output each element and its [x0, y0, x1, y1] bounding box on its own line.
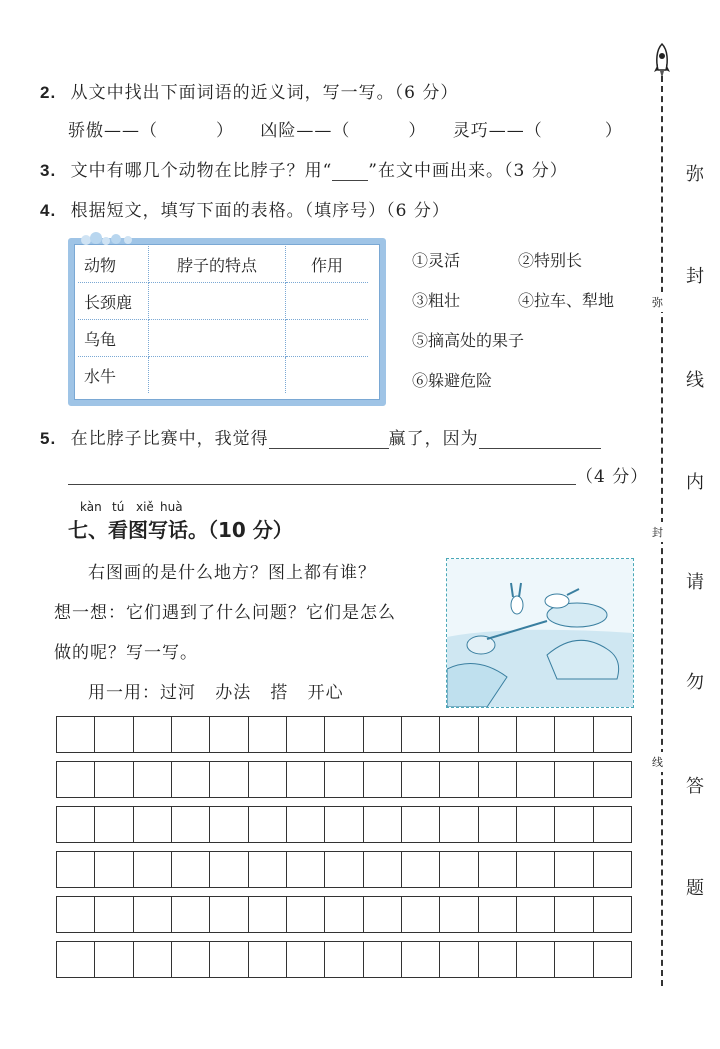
binding-small-char: 封 [652, 522, 663, 542]
grid-row [56, 761, 632, 798]
grid-cell[interactable] [555, 942, 593, 977]
binding-char: 题 [686, 878, 704, 899]
feature-cell[interactable] [149, 283, 286, 320]
grid-cell[interactable] [594, 717, 631, 752]
pinyin: tú [112, 500, 125, 514]
grid-cell[interactable] [57, 852, 95, 887]
grid-cell[interactable] [57, 717, 95, 752]
grid-cell[interactable] [364, 852, 402, 887]
grid-cell[interactable] [287, 717, 325, 752]
grid-cell[interactable] [364, 942, 402, 977]
binding-char: 线 [686, 370, 704, 391]
grid-cell[interactable] [517, 852, 555, 887]
grid-cell[interactable] [95, 762, 133, 797]
synonym-close: ） [216, 121, 234, 141]
grid-cell[interactable] [210, 762, 248, 797]
grid-cell[interactable] [364, 897, 402, 932]
binding-small-char: 线 [652, 752, 663, 772]
grid-cell[interactable] [249, 942, 287, 977]
grid-cell[interactable] [172, 807, 210, 842]
question-number: 4. [40, 201, 57, 220]
grid-cell[interactable] [172, 762, 210, 797]
grid-cell[interactable] [57, 762, 95, 797]
grid-cell[interactable] [172, 717, 210, 752]
picture-illustration [446, 558, 634, 708]
pinyin: huà [160, 500, 183, 514]
score-label: （4 分） [576, 467, 649, 487]
question-5 [40, 424, 601, 449]
grid-row [56, 851, 632, 888]
grid-cell[interactable] [249, 762, 287, 797]
grid-row [56, 806, 632, 843]
underline-sample [332, 180, 368, 181]
grid-cell[interactable] [210, 807, 248, 842]
pinyin: kàn [80, 500, 102, 514]
question-number: 3. [40, 161, 57, 180]
grid-cell[interactable] [440, 717, 478, 752]
grid-cell[interactable] [134, 852, 172, 887]
grid-cell[interactable] [134, 717, 172, 752]
table-row [78, 357, 368, 394]
grid-cell[interactable] [517, 762, 555, 797]
grid-cell[interactable] [210, 897, 248, 932]
grid-cell[interactable] [210, 942, 248, 977]
section-title: 七、看图写话。（10 分） [68, 518, 293, 542]
binding-char: 内 [686, 472, 704, 493]
grid-cell[interactable] [479, 807, 517, 842]
grid-cell[interactable] [249, 897, 287, 932]
grid-cell[interactable] [364, 762, 402, 797]
grid-cell[interactable] [479, 762, 517, 797]
answer-blank[interactable] [479, 448, 601, 449]
synonym-close: ） [604, 121, 623, 141]
grid-cell[interactable] [479, 942, 517, 977]
grid-cell[interactable] [555, 807, 593, 842]
grid-cell[interactable] [95, 852, 133, 887]
grid-cell[interactable] [325, 762, 363, 797]
question-number: 5. [40, 429, 57, 448]
grid-cell[interactable] [517, 807, 555, 842]
table-header: 动物 [78, 246, 149, 283]
grid-cell[interactable] [325, 717, 363, 752]
grid-cell[interactable] [594, 897, 631, 932]
rocket-icon [652, 42, 672, 80]
use-cell[interactable] [286, 320, 369, 357]
grid-cell[interactable] [249, 717, 287, 752]
question-text: 在比脖子比赛中，我觉得 [70, 429, 269, 449]
grid-cell[interactable] [287, 852, 325, 887]
binding-char: 请 [686, 572, 704, 593]
prompt-line: 右图画的是什么地方？图上都有谁？ [88, 563, 376, 583]
grid-cell[interactable] [134, 942, 172, 977]
grid-cell[interactable] [172, 897, 210, 932]
table-row [78, 283, 368, 320]
pinyin: xiě [136, 500, 154, 514]
grid-cell[interactable] [402, 807, 440, 842]
answer-line[interactable] [68, 484, 576, 485]
question-2 [40, 78, 458, 103]
animal-name: 水牛 [78, 357, 149, 394]
use-words: 用一用：过河 办法 搭 开心 [88, 683, 344, 703]
grid-cell[interactable] [402, 897, 440, 932]
question-text: 从文中找出下面词语的近义词，写一写。（6 分） [70, 83, 459, 103]
grid-cell[interactable] [134, 807, 172, 842]
grid-cell[interactable] [134, 762, 172, 797]
river-animals-icon [447, 559, 633, 707]
use-cell[interactable] [286, 357, 369, 394]
question-text: 赢了，因为 [388, 429, 479, 449]
answer-blank[interactable] [269, 448, 389, 449]
grid-cell[interactable] [57, 807, 95, 842]
grid-cell[interactable] [172, 942, 210, 977]
grid-cell[interactable] [325, 942, 363, 977]
grid-row [56, 716, 632, 753]
prompt-line: 做的呢？写一写。 [54, 643, 198, 663]
grid-cell[interactable] [440, 852, 478, 887]
grid-cell[interactable] [287, 762, 325, 797]
grid-cell[interactable] [517, 717, 555, 752]
grid-cell[interactable] [95, 807, 133, 842]
question-text: 文中有哪几个动物在比脖子？用“ [70, 161, 333, 181]
grid-cell[interactable] [325, 807, 363, 842]
grid-cell[interactable] [249, 807, 287, 842]
synonym-label: 骄傲——（ [68, 121, 158, 141]
option-item: ⑤摘高处的果子 [412, 331, 525, 350]
grid-cell[interactable] [210, 852, 248, 887]
grid-cell[interactable] [287, 807, 325, 842]
animal-table [78, 246, 368, 393]
animal-name: 乌龟 [78, 320, 149, 357]
option-item: ⑥躲避危险 [412, 371, 493, 390]
table-header-row [78, 246, 368, 283]
grid-cell[interactable] [555, 762, 593, 797]
question-text: ”在文中画出来。（3 分） [368, 161, 568, 181]
grid-cell[interactable] [325, 897, 363, 932]
option-item: ②特别长 [518, 251, 583, 270]
question-text: 根据短文，填写下面的表格。（填序号）（6 分） [70, 201, 450, 221]
binding-small-char: 弥 [652, 292, 663, 312]
animal-name: 长颈鹿 [78, 283, 149, 320]
grid-cell[interactable] [95, 897, 133, 932]
binding-char: 弥 [686, 164, 704, 185]
grid-cell[interactable] [287, 897, 325, 932]
table-header: 脖子的特点 [149, 246, 286, 283]
option-item: ①灵活 [412, 251, 461, 270]
grid-cell[interactable] [440, 897, 478, 932]
grid-cell[interactable] [594, 807, 631, 842]
grid-cell[interactable] [594, 762, 631, 797]
grid-cell[interactable] [402, 717, 440, 752]
synonym-label: 灵巧——（ [452, 121, 543, 141]
grid-cell[interactable] [594, 852, 631, 887]
grid-cell[interactable] [57, 897, 95, 932]
grid-cell[interactable] [555, 852, 593, 887]
question-4 [40, 196, 450, 221]
grid-cell[interactable] [210, 717, 248, 752]
grid-cell[interactable] [479, 717, 517, 752]
prompt-line: 想一想：它们遇到了什么问题？它们是怎么 [54, 603, 396, 623]
grid-cell[interactable] [364, 717, 402, 752]
grid-cell[interactable] [517, 942, 555, 977]
grid-row [56, 896, 632, 933]
grid-cell[interactable] [594, 942, 631, 977]
grid-cell[interactable] [440, 762, 478, 797]
grid-cell[interactable] [325, 852, 363, 887]
grid-row [56, 941, 632, 978]
binding-char: 勿 [686, 672, 704, 693]
use-cell[interactable] [286, 283, 369, 320]
synonym-label: 凶险——（ [260, 121, 351, 141]
grid-cell[interactable] [402, 942, 440, 977]
table-header: 作用 [286, 246, 369, 283]
question-number: 2. [40, 83, 57, 102]
grid-cell[interactable] [555, 717, 593, 752]
grid-cell[interactable] [555, 897, 593, 932]
option-item: ③粗壮 [412, 291, 461, 310]
feature-cell[interactable] [149, 320, 286, 357]
option-item: ④拉车、犁地 [518, 291, 615, 310]
question-3 [40, 156, 568, 181]
grid-cell[interactable] [517, 897, 555, 932]
grid-cell[interactable] [134, 897, 172, 932]
grid-cell[interactable] [172, 852, 210, 887]
binding-char: 答 [686, 776, 704, 797]
grid-cell[interactable] [479, 897, 517, 932]
grid-cell[interactable] [364, 807, 402, 842]
feature-cell[interactable] [149, 357, 286, 394]
grid-cell[interactable] [249, 852, 287, 887]
grid-cell[interactable] [479, 852, 517, 887]
grid-cell[interactable] [57, 942, 95, 977]
grid-cell[interactable] [440, 807, 478, 842]
grid-cell[interactable] [95, 717, 133, 752]
grid-cell[interactable] [440, 942, 478, 977]
grid-cell[interactable] [402, 762, 440, 797]
grid-cell[interactable] [287, 942, 325, 977]
synonym-close: ） [408, 121, 427, 141]
writing-grid[interactable] [56, 716, 632, 986]
synonym-row [68, 116, 623, 141]
table-row [78, 320, 368, 357]
grid-cell[interactable] [95, 942, 133, 977]
grid-cell[interactable] [402, 852, 440, 887]
binding-char: 封 [686, 266, 704, 287]
